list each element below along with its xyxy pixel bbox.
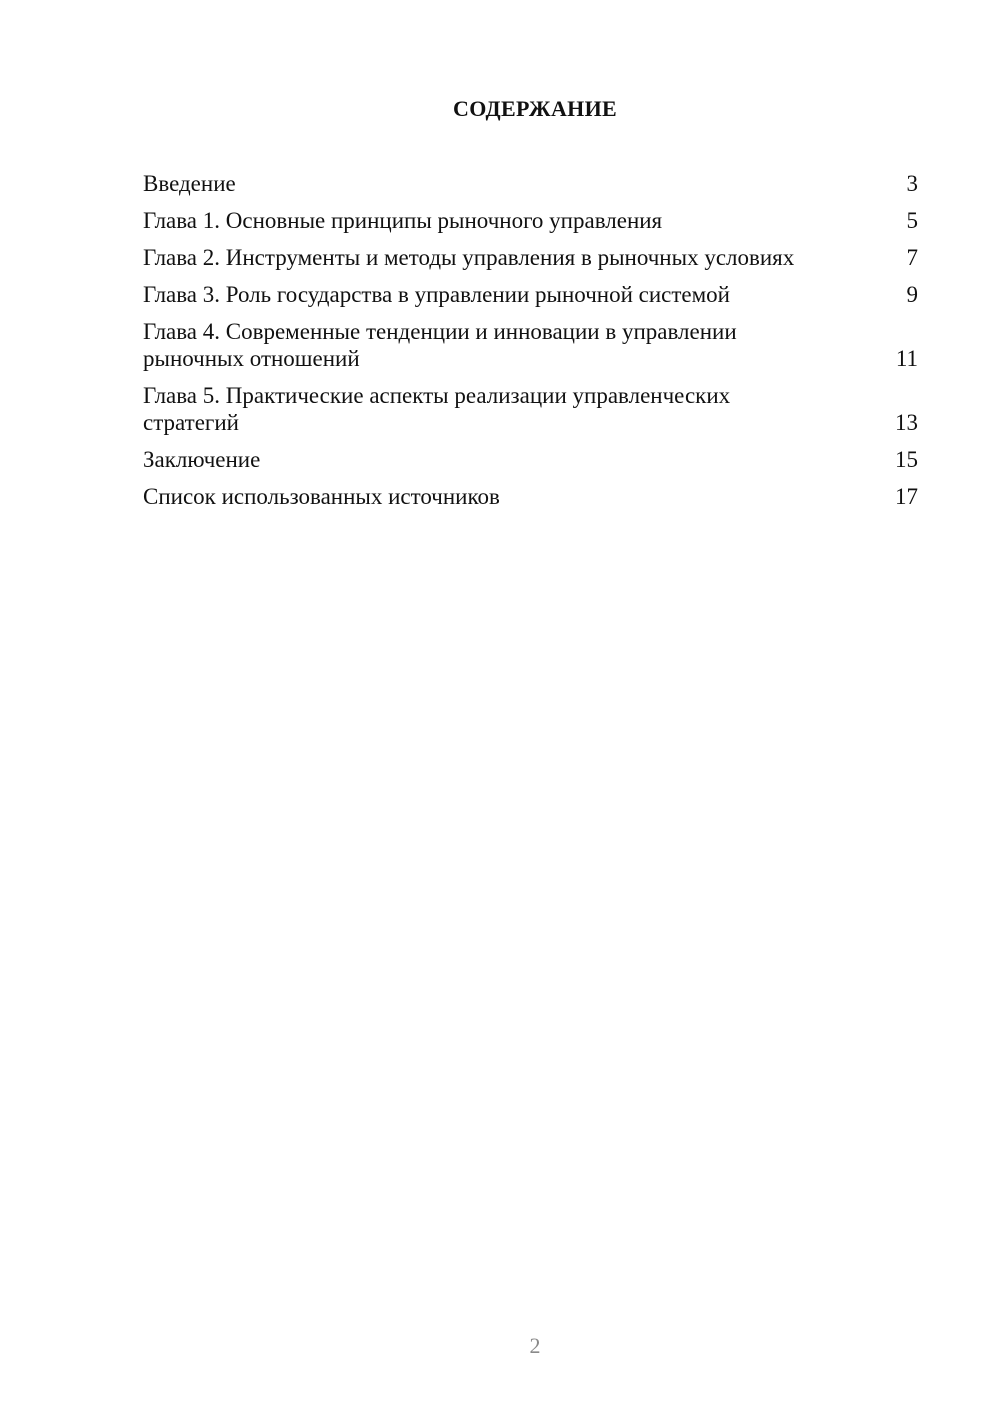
toc-entry-page-number: 15: [895, 447, 918, 472]
toc-entry-page-number: 11: [895, 346, 918, 371]
toc-entry-references: [143, 483, 918, 510]
toc-entry-page-number: 7: [906, 245, 918, 270]
toc-entry-chapter-3: [143, 281, 918, 308]
toc-entry-label: Глава 2. Инструменты и методы управления в рыночных условиях: [143, 245, 795, 270]
toc-entry-chapter-2: [143, 244, 918, 271]
toc-entry-page-number: 9: [906, 282, 918, 307]
toc-entry-introduction: [143, 170, 918, 197]
toc-entry-chapter-1: [143, 207, 918, 234]
toc-entry-chapter-5: [143, 382, 918, 436]
toc-entry-label: Глава 4. Современные тенденции и инновации в управлении рыночных отношений: [143, 319, 737, 371]
toc-entry-conclusion: [143, 446, 918, 473]
toc-entry-label: Глава 5. Практические аспекты реализации управленческих стратегий: [143, 383, 731, 435]
toc-entry-label: Список использованных источников: [143, 484, 500, 509]
toc-entry-label: Глава 3. Роль государства в управлении рыночной системой: [143, 282, 730, 307]
toc-entry-chapter-4: [143, 318, 918, 372]
table-of-contents: [143, 170, 918, 520]
toc-title: СОДЕРЖАНИЕ: [453, 96, 617, 121]
toc-entry-page-number: 13: [895, 410, 918, 435]
page-number: 2: [529, 1333, 541, 1358]
toc-entry-page-number: 3: [906, 171, 918, 196]
toc-entry-page-number: 5: [906, 208, 918, 233]
toc-entry-label: Глава 1. Основные принципы рыночного управления: [143, 208, 663, 233]
toc-entry-label: Заключение: [143, 447, 261, 472]
toc-entry-page-number: 17: [895, 484, 918, 509]
toc-entry-label: Введение: [143, 171, 236, 196]
